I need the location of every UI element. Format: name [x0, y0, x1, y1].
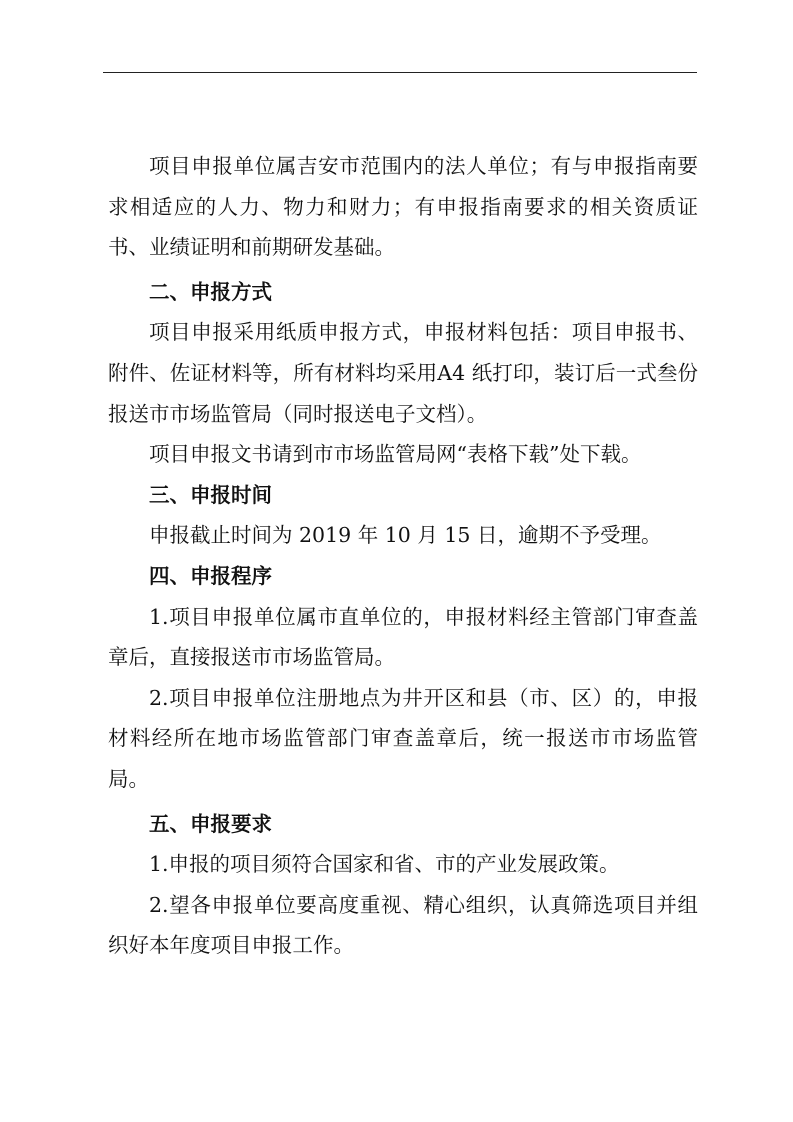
section-heading-method: 二、申报方式	[149, 279, 272, 304]
time-paragraph: 申报截止时间为 2019 年 10 月 15 日，逾期不予受理。	[149, 523, 662, 548]
requirement-item-1: 1.申报的项目须符合国家和省、市的产业发展政策。	[149, 852, 620, 877]
procedure-item-1: 1.项目申报单位属市直单位的，申报材料经主管部门审查盖章后，直接报送市市场监管局。	[108, 604, 698, 670]
method-paragraph: 项目申报采用纸质申报方式，申报材料包括：项目申报书、附件、佐证材料等，所有材料均采用A4 纸打印，装订后一式叁份报送市市场监管局（同时报送电子文档）。	[108, 320, 698, 426]
download-paragraph: 项目申报文书请到市市场监管局网“表格下载”处下载。	[149, 442, 642, 467]
header-rule	[103, 72, 697, 73]
section-heading-requirements: 五、申报要求	[149, 811, 272, 836]
procedure-item-2: 2.项目申报单位注册地点为井开区和县（市、区）的，申报材料经所在地市场监管部门审查盖章后，统一报送市市场监管局。	[108, 685, 698, 791]
requirement-item-2: 2.望各申报单位要高度重视、精心组织，认真筛选项目并组织好本年度项目申报工作。	[108, 892, 698, 958]
eligibility-paragraph: 项目申报单位属吉安市范围内的法人单位；有与申报指南要求相适应的人力、物力和财力；有申报指南要求的相关资质证书、业绩证明和前期研发基础。	[108, 154, 698, 260]
document-body	[108, 146, 698, 966]
section-heading-time: 三、申报时间	[149, 482, 272, 507]
section-heading-procedure: 四、申报程序	[149, 563, 272, 588]
